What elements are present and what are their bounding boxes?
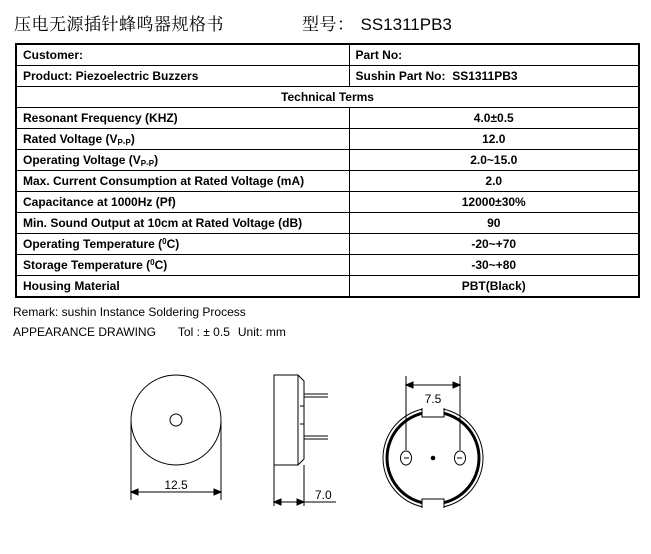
table-row — [16, 44, 639, 66]
spec-name: Capacitance at 1000Hz (Pf) — [16, 192, 349, 213]
dim-arrow — [274, 499, 281, 505]
dim-diameter-label: 12.5 — [164, 478, 188, 492]
dim-pin-spacing-label: 7.5 — [424, 392, 442, 406]
dim-height-label: 7.0 — [315, 488, 332, 502]
spec-name — [16, 255, 349, 276]
side-view-drawing — [274, 375, 336, 506]
spec-name-sup: 0 — [150, 258, 155, 267]
dim-arrow — [297, 499, 304, 505]
table-row — [16, 213, 639, 234]
spec-name-suffix: C) — [166, 237, 180, 251]
spec-name-text: Storage Temperature ( — [23, 258, 151, 272]
spec-name: Max. Current Consumption at Rated Voltage (mA) — [16, 171, 349, 192]
spec-table — [15, 43, 640, 298]
spec-value: 2.0 — [349, 171, 639, 192]
model-number — [302, 10, 452, 35]
top-view-outline — [131, 375, 221, 465]
spec-name — [16, 150, 349, 171]
remark-text: Remark: sushin Instance Soldering Process — [13, 305, 246, 319]
part-no-label: Part No: — [349, 44, 639, 66]
spec-value: 12.0 — [349, 129, 639, 150]
appearance-label: APPEARANCE DRAWING — [13, 325, 156, 339]
top-view-sound-hole — [170, 414, 182, 426]
spec-value: -30~+80 — [349, 255, 639, 276]
appearance-line — [13, 325, 286, 339]
table-row — [16, 129, 639, 150]
product-label: Product: Piezoelectric Buzzers — [16, 66, 349, 87]
model-label: 型号： — [302, 15, 355, 34]
unit-text: Unit: mm — [237, 325, 286, 339]
spec-name-sub: P-P — [140, 158, 155, 168]
table-row — [16, 87, 639, 108]
sushin-part-value: SS1311PB3 — [452, 69, 518, 83]
side-view-body — [274, 375, 304, 465]
spec-name-sub: P-P — [117, 137, 131, 147]
section-title: Technical Terms — [16, 87, 639, 108]
table-row — [16, 276, 639, 298]
spec-value: 2.0~15.0 — [349, 150, 639, 171]
spec-value: 4.0±0.5 — [349, 108, 639, 129]
spec-name — [16, 234, 349, 255]
tolerance-text: Tol : ± 0.5 — [177, 325, 230, 339]
table-row — [16, 66, 639, 87]
spec-name: Min. Sound Output at 10cm at Rated Voltage (dB) — [16, 213, 349, 234]
spec-name-text: Operating Temperature ( — [23, 237, 163, 251]
spec-name — [16, 129, 349, 150]
sushin-part-cell — [349, 66, 639, 87]
spec-name-suffix: ) — [130, 131, 135, 146]
dim-arrow — [453, 382, 460, 388]
model-value: SS1311PB3 — [360, 15, 452, 34]
dim-arrow — [406, 382, 413, 388]
spec-value: 90 — [349, 213, 639, 234]
appearance-drawing — [0, 360, 651, 554]
table-row — [16, 171, 639, 192]
spec-name-text: Rated Voltage (V — [23, 131, 118, 146]
table-row — [16, 192, 639, 213]
center-dot — [431, 456, 435, 460]
table-row — [16, 234, 639, 255]
dim-arrow — [214, 489, 221, 495]
rim-notch — [422, 499, 444, 509]
customer-label: Customer: — [16, 44, 349, 66]
rim-notch — [422, 407, 444, 417]
spec-name: Housing Material — [16, 276, 349, 298]
sushin-part-label: Sushin Part No: — [355, 69, 446, 83]
spec-name-text: Operating Voltage (V — [23, 152, 141, 167]
spec-value: 12000±30% — [349, 192, 639, 213]
document-title: 压电无源插针蜂鸣器规格书 — [14, 15, 224, 34]
spec-name-sup: 0 — [162, 237, 167, 246]
spec-name-suffix: ) — [154, 152, 159, 167]
spec-name: Resonant Frequency (KHZ) — [16, 108, 349, 129]
spec-name-suffix: C) — [154, 258, 168, 272]
spec-value: PBT(Black) — [349, 276, 639, 298]
table-row — [16, 108, 639, 129]
dim-arrow — [131, 489, 138, 495]
spec-value: -20~+70 — [349, 234, 639, 255]
table-row — [16, 255, 639, 276]
table-row — [16, 150, 639, 171]
